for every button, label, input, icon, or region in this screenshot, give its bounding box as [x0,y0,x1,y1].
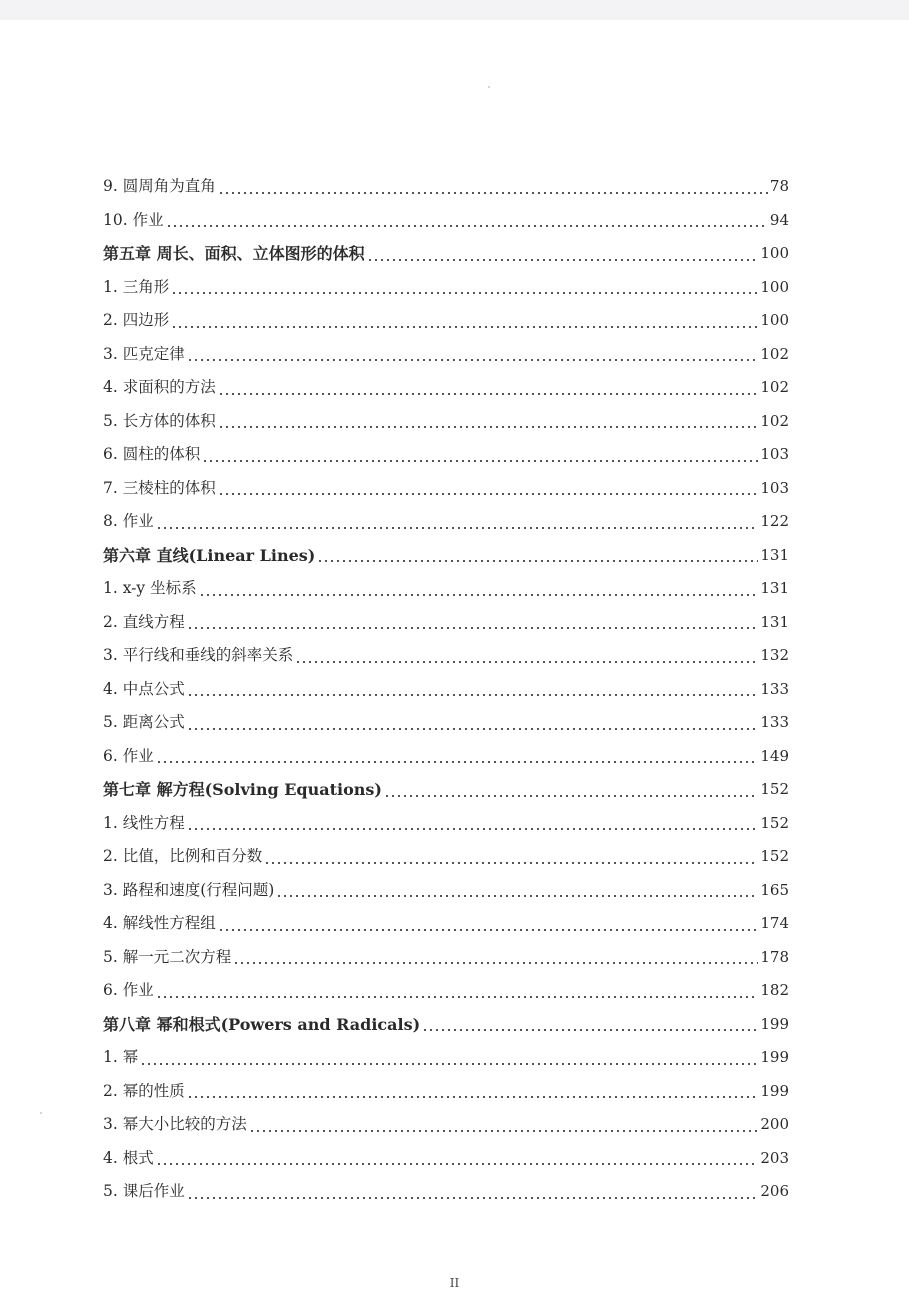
toc-section-title: 4. 根式 [103,1148,154,1167]
toc-section-row [103,1075,789,1109]
toc-page-number: 131 [760,545,789,564]
toc-page-number: 165 [760,880,789,899]
toc-page-number: 199 [760,1048,789,1066]
toc-section-title: 10. 作业 [103,210,164,229]
toc-section-row [103,472,789,506]
toc-dot-leader [295,648,758,664]
toc-dot-leader [249,1117,759,1133]
toc-section-title: 7. 三棱柱的体积 [103,478,216,497]
toc-section-title: 5. 长方体的体积 [103,411,216,430]
toc-dot-leader [187,1083,759,1099]
toc-section-row [103,807,789,841]
toc-page-number: 133 [760,713,789,731]
toc-dot-leader [187,346,759,362]
scan-speck [488,86,490,88]
toc-dot-leader [367,246,759,262]
toc-page-number: 103 [760,478,789,497]
toc-section-row [103,639,789,673]
toc-section-title: 1. 幂 [103,1048,139,1066]
toc-section-title: 2. 比值，比例和百分数 [103,847,263,865]
toc-dot-leader [156,514,759,530]
toc-page-number: 203 [760,1148,789,1167]
toc-section-row [103,170,789,204]
toc-page-number: 152 [760,813,789,832]
toc-section-title: 6. 作业 [103,981,154,999]
toc-section-row [103,1108,789,1142]
toc-page-number: 174 [760,914,789,932]
toc-section-row [103,1175,789,1209]
toc-dot-leader [202,447,758,463]
toc-section-row [103,974,789,1008]
toc-page-number: 199 [760,1081,789,1100]
toc-section-row [103,1041,789,1075]
toc-dot-leader [156,748,759,764]
toc-dot-leader [276,882,758,898]
toc-section-title: 4. 解线性方程组 [103,914,216,932]
toc-page-number: 100 [760,277,789,296]
toc-section-row [103,673,789,707]
toc-chapter-row [103,773,789,807]
toc-section-row [103,572,789,606]
toc-section-row [103,505,789,539]
toc-page-number: 102 [760,344,789,363]
toc-page-number: 94 [769,210,789,229]
toc-page-number: 199 [760,1014,789,1033]
toc-section-row [103,907,789,941]
toc-chapter-row [103,237,789,271]
toc-section-title: 3. 路程和速度(行程问题) [103,880,275,899]
toc-dot-leader [218,179,768,195]
toc-page-number: 152 [760,847,789,865]
toc-section-row [103,371,789,405]
toc-dot-leader [199,581,759,597]
toc-section-title: 2. 幂的性质 [103,1081,185,1100]
toc-chapter-title: 第五章 周长、面积、立体图形的体积 [103,244,365,263]
toc-section-row [103,941,789,975]
toc-section-row [103,840,789,874]
toc-dot-leader [187,715,759,731]
toc-section-title: 5. 距离公式 [103,713,185,731]
toc-section-title: 2. 直线方程 [103,612,185,631]
toc-section-title: 2. 四边形 [103,311,170,329]
toc-section-row [103,874,789,908]
toc-dot-leader [187,1184,759,1200]
toc-page-number: 103 [760,445,789,463]
toc-section-row [103,740,789,774]
toc-chapter-row [103,539,789,573]
toc-page-number: 133 [760,679,789,698]
toc-dot-leader [187,614,759,630]
toc-dot-leader [317,547,758,563]
toc-section-row [103,204,789,238]
toc-section-title: 5. 解一元二次方程 [103,947,232,966]
scan-speck [40,1112,42,1114]
toc-page-number: 152 [760,780,789,798]
toc-page-number: 78 [769,177,789,195]
toc-section-title: 9. 圆周角为直角 [103,177,216,195]
toc-section-title: 6. 作业 [103,746,154,765]
toc-chapter-title: 第八章 幂和根式(Powers and Radicals) [103,1014,421,1034]
toc-section-title: 4. 求面积的方法 [103,378,216,396]
toc-section-row [103,1142,789,1176]
toc-dot-leader [264,849,758,865]
toc-page-number: 206 [760,1182,789,1200]
toc-section-row [103,304,789,338]
toc-dot-leader [218,916,759,932]
toc-page-number: 100 [760,244,789,262]
toc-section-title: 1. x-y 坐标系 [103,579,197,597]
toc-section-title: 6. 圆柱的体积 [103,445,201,463]
toc-section-row [103,405,789,439]
toc-dot-leader [156,1150,759,1166]
toc-section-title: 4. 中点公式 [103,679,185,698]
toc-section-title: 3. 幂大小比较的方法 [103,1115,247,1133]
toc-page-number: 182 [760,981,789,999]
toc-chapter-title: 第七章 解方程(Solving Equations) [103,780,382,799]
toc-dot-leader [218,480,759,496]
toc-page-number: 122 [760,512,789,530]
toc-page-number: 132 [760,646,789,664]
toc-section-title: 5. 课后作业 [103,1182,185,1200]
toc-dot-leader [171,279,758,295]
toc-chapter-title: 第六章 直线(Linear Lines) [103,545,316,565]
toc-section-title: 3. 匹克定律 [103,344,185,363]
toc-section-title: 3. 平行线和垂线的斜率关系 [103,646,294,664]
toc-page-number: 149 [760,746,789,765]
toc-section-title: 1. 三角形 [103,277,170,296]
toc-dot-leader [187,681,759,697]
toc-page-number: 131 [760,579,789,597]
toc-page-number: 200 [760,1115,789,1133]
toc-dot-leader [166,212,768,228]
toc-dot-leader [187,815,759,831]
toc-section-row [103,271,789,305]
toc-section-row [103,706,789,740]
toc-dot-leader [384,782,758,798]
toc-dot-leader [233,949,758,965]
toc-section-row [103,606,789,640]
page-number: II [449,1276,460,1290]
toc-dot-leader [218,413,759,429]
toc-section-title: 1. 线性方程 [103,813,185,832]
toc-chapter-row [103,1008,789,1042]
toc-page-number: 100 [760,311,789,329]
toc-dot-leader [422,1016,758,1032]
toc-section-title: 8. 作业 [103,512,154,530]
scan-top-band [0,0,909,20]
table-of-contents [103,170,789,1209]
toc-section-row [103,438,789,472]
toc-dot-leader [140,1050,758,1066]
toc-dot-leader [218,380,759,396]
toc-dot-leader [156,983,759,999]
toc-section-row [103,338,789,372]
toc-dot-leader [171,313,758,329]
toc-page-number: 102 [760,378,789,396]
toc-page-number: 131 [760,612,789,631]
toc-page-number: 102 [760,411,789,430]
toc-page-number: 178 [760,947,789,966]
